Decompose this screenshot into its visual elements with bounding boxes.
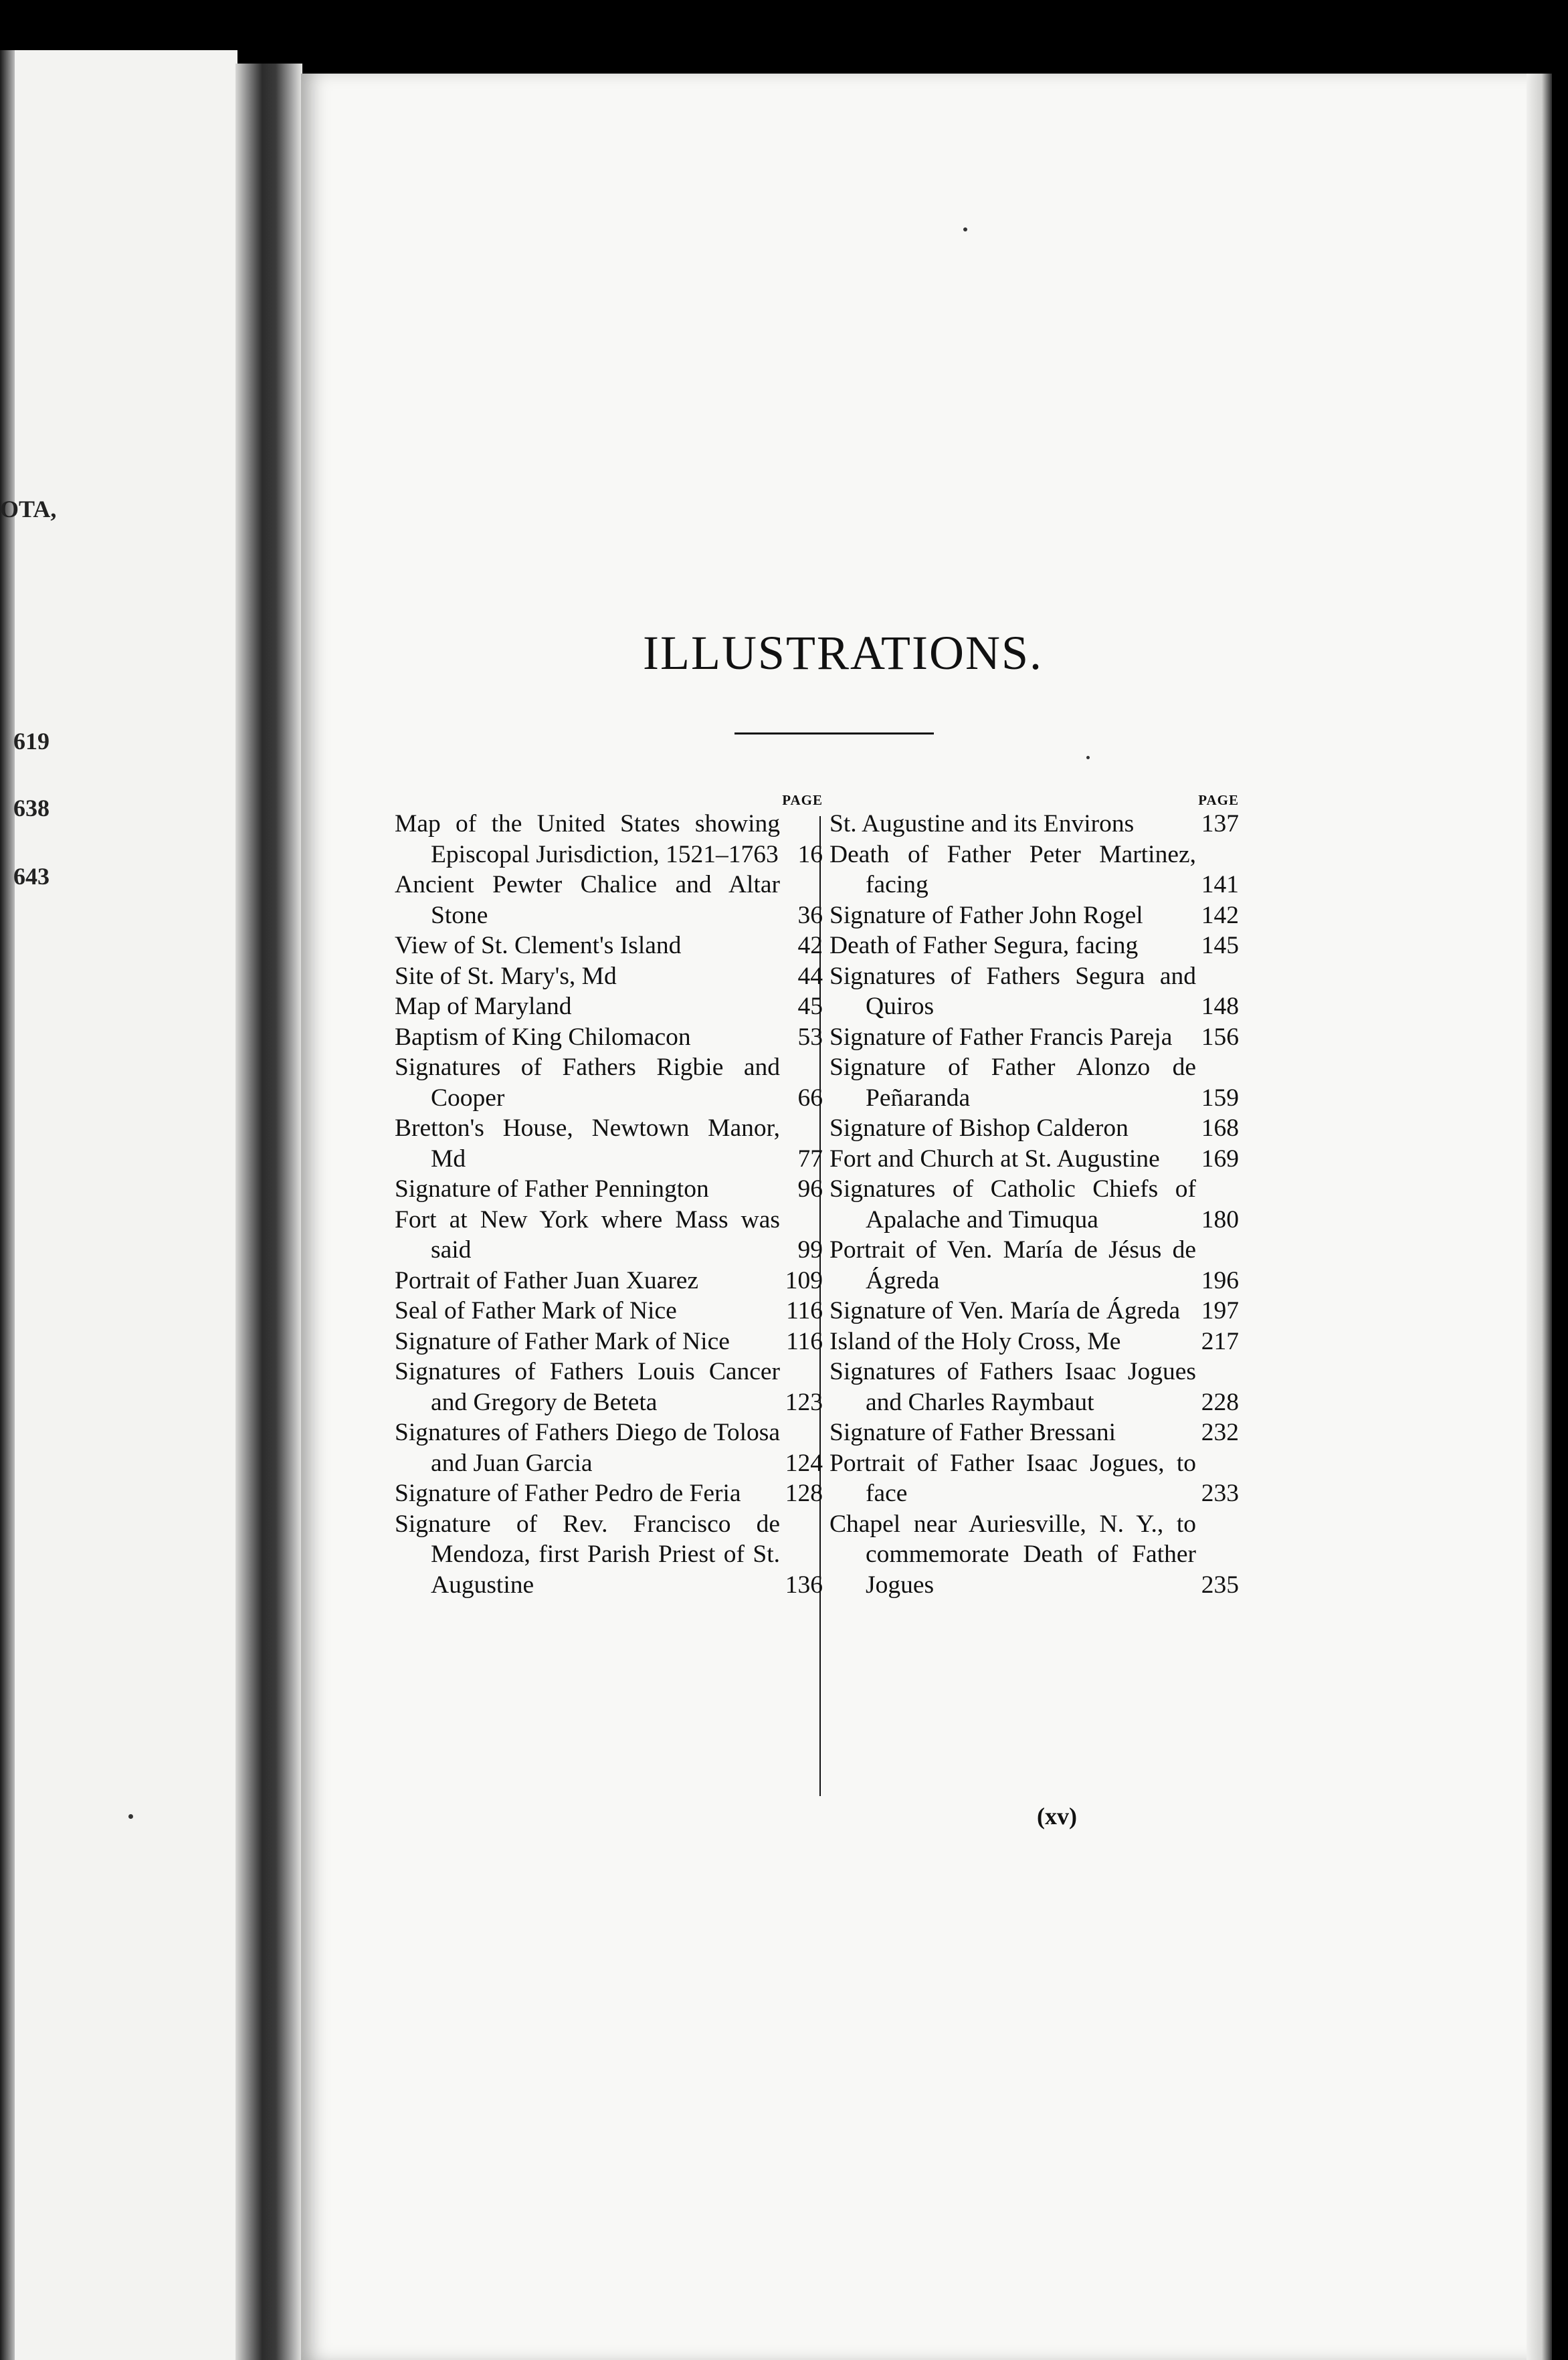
illustration-entry [395,991,823,1022]
illustration-entry [829,1113,1239,1144]
illustration-page-number: 142 [1201,901,1239,929]
page-fore-edge [1527,74,1552,2360]
illustration-entry [829,840,1239,900]
illustration-page-number: 180 [1201,1205,1239,1234]
left-page [0,50,237,2360]
illustration-page-number: 99 [797,1236,823,1264]
illustration-page-number: 96 [797,1175,823,1203]
illustration-title: Death of Father Peter Martinez, facing [829,840,1196,898]
illustration-entry [395,1509,823,1601]
illustration-title: Signature of Ven. María de Ágreda [829,1297,1181,1324]
illustration-title: Signatures of Fathers Louis Cancer and Gregory de Beteta [395,1358,780,1416]
illustration-page-number: 16 [797,840,823,868]
illustration-page-number: 44 [797,962,823,990]
illustration-page-number: 197 [1201,1297,1239,1324]
paper-speck [1086,756,1090,759]
illustration-page-number: 66 [797,1084,823,1112]
illustration-page-number: 124 [785,1449,823,1477]
illustration-page-number: 217 [1201,1327,1239,1355]
illustration-title: Signature of Father Pedro de Feria [395,1480,741,1507]
illustration-title: Seal of Father Mark of Nice [395,1297,677,1324]
illustration-title: Island of the Holy Cross, Me [829,1327,1121,1355]
folio-number: (xv) [1037,1803,1077,1830]
illustration-title: Signature of Father Pennington [395,1175,709,1203]
illustration-page-number: 145 [1201,932,1239,959]
illustration-entry [829,1448,1239,1509]
illustrations-list-left [395,793,823,1796]
illustration-entry [395,1478,823,1509]
illustration-title: Signature of Father Bressani [829,1419,1116,1446]
illustration-page-number: 42 [797,932,823,959]
illustration-page-number: 232 [1201,1419,1239,1446]
illustration-entry [829,1235,1239,1296]
illustration-page-number: 235 [1201,1571,1239,1599]
illustration-page-number: 159 [1201,1084,1239,1112]
illustration-page-number: 128 [785,1480,823,1507]
illustration-page-number: 137 [1201,810,1239,838]
illustration-title: Ancient Pewter Chalice and Altar Stone [395,871,780,929]
illustration-page-number: 156 [1201,1023,1239,1051]
book-gutter [235,64,302,2360]
illustration-entry [395,1022,823,1053]
paper-speck [963,227,967,231]
illustration-page-number: 123 [785,1388,823,1416]
illustration-page-number: 148 [1201,993,1239,1020]
illustration-page-number: 116 [786,1327,823,1355]
illustration-entry [395,1205,823,1266]
illustration-page-number: 36 [797,901,823,929]
illustration-page-number: 228 [1201,1388,1239,1416]
illustration-title: Portrait of Ven. María de Jésus de Ágreda [829,1236,1196,1294]
left-page-text-fragment: OTA, [0,496,57,522]
illustration-entry [395,870,823,930]
illustration-entry [829,1296,1239,1326]
illustration-title: Fort at New York where Mass was said [395,1205,780,1264]
title-rule [734,732,934,734]
illustration-entry [829,809,1239,840]
illustration-entry [829,1509,1239,1601]
illustration-title: Site of St. Mary's, Md [395,962,617,990]
column-divider [819,816,821,1796]
left-page-page-number: 643 [13,863,50,890]
illustration-title: View of St. Clement's Island [395,932,682,959]
page-title: ILLUSTRATIONS. [643,626,1043,680]
illustration-title: Signatures of Fathers Diego de Tolosa and Juan Garcia [395,1419,780,1477]
illustration-entry [829,1417,1239,1448]
illustration-title: Fort and Church at St. Augustine [829,1145,1160,1173]
illustration-title: Portrait of Father Isaac Jogues, to face [829,1449,1196,1507]
illustration-title: Bretton's House, Newtown Manor, Md [395,1114,780,1173]
illustration-entry [395,1357,823,1417]
illustration-page-number: 169 [1201,1145,1239,1173]
illustration-entry [829,1357,1239,1417]
illustration-title: Signature of Bishop Calderon [829,1114,1129,1142]
illustration-entry [829,1022,1239,1053]
illustration-page-number: 109 [785,1266,823,1294]
illustration-title: Signatures of Fathers Isaac Jogues and Charles Raymbaut [829,1358,1196,1416]
illustration-entry [395,1417,823,1478]
illustration-entry [395,1113,823,1174]
illustration-entry [395,1296,823,1326]
illustration-entry [829,961,1239,1022]
illustration-entry [395,809,823,870]
page-column-header: PAGE [1198,792,1239,808]
illustration-title: Signature of Father Mark of Nice [395,1327,730,1355]
illustration-title: Signature of Father Alonzo de Peñaranda [829,1054,1196,1112]
illustration-entry [829,1144,1239,1175]
page-column-header: PAGE [782,792,823,808]
illustration-page-number: 136 [785,1571,823,1599]
illustration-title: Signature of Father Francis Pareja [829,1023,1173,1051]
page-edge-shadow [0,50,15,2360]
illustration-entry [829,900,1239,931]
illustration-entry [829,930,1239,961]
illustration-entry [829,1326,1239,1357]
illustration-title: Signatures of Fathers Rigbie and Cooper [395,1054,780,1112]
paper-speck [128,1814,133,1819]
illustration-page-number: 45 [797,993,823,1020]
illustration-page-number: 141 [1201,871,1239,898]
illustration-entry [395,961,823,992]
illustration-entry [395,1266,823,1296]
left-page-page-number: 619 [13,728,50,755]
illustration-title: St. Augustine and its Environs [829,810,1135,838]
illustration-page-number: 116 [786,1297,823,1324]
illustration-title: Baptism of King Chilomacon [395,1023,691,1051]
illustration-title: Signatures of Fathers Segura and Quiros [829,962,1196,1020]
illustration-entry [395,1052,823,1113]
illustration-title: Portrait of Father Juan Xuarez [395,1266,699,1294]
illustration-title: Signature of Rev. Francisco de Mendoza, first Parish Priest of St. Augustine [395,1510,780,1599]
illustration-page-number: 196 [1201,1266,1239,1294]
illustration-page-number: 77 [797,1145,823,1173]
illustration-page-number: 233 [1201,1480,1239,1507]
illustration-entry [395,930,823,961]
illustration-entry [829,1052,1239,1113]
illustration-page-number: 168 [1201,1114,1239,1142]
illustration-entry [829,1174,1239,1235]
illustration-title: Death of Father Segura, facing [829,932,1139,959]
illustration-page-number: 53 [797,1023,823,1051]
illustration-title: Signatures of Catholic Chiefs of Apalache and Timuqua [829,1175,1196,1234]
illustrations-list-right [829,793,1239,1796]
illustration-title: Map of the United States showing Episcopal Jurisdiction, 1521–1763 [395,810,780,868]
illustration-entry [395,1326,823,1357]
illustration-title: Chapel near Auriesville, N. Y., to commemorate Death of Father Jogues [829,1510,1196,1599]
illustration-title: Signature of Father John Rogel [829,901,1143,929]
illustration-title: Map of Maryland [395,993,572,1020]
left-page-page-number: 638 [13,795,50,821]
illustration-entry [395,1174,823,1205]
